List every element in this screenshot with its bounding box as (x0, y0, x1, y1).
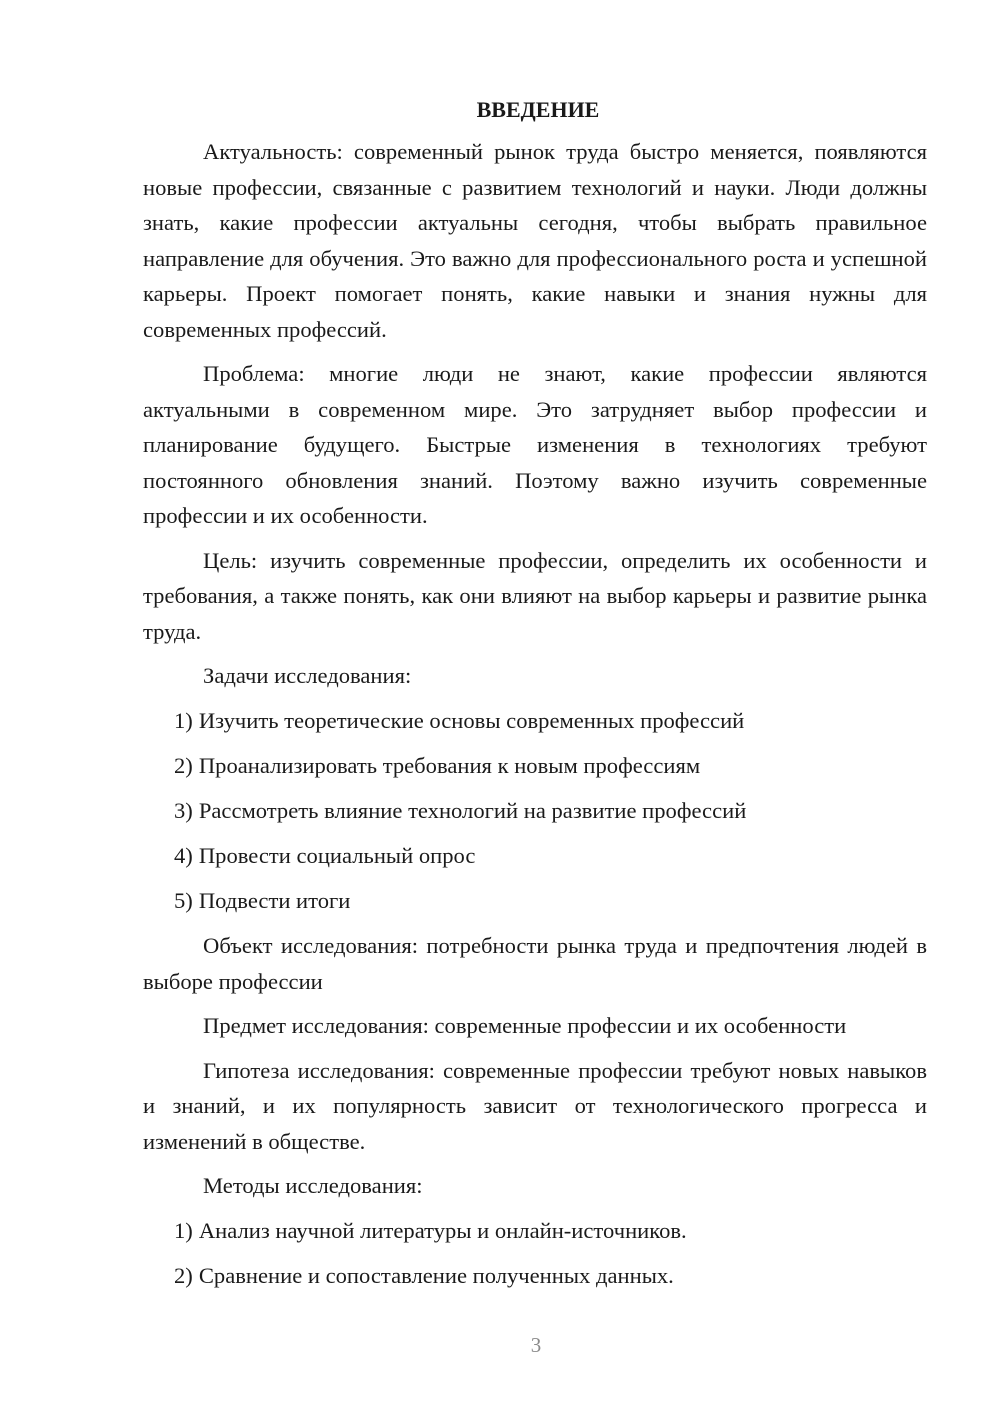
list-item (143, 1213, 927, 1249)
paragraph-relevance: Актуальность: современный рынок труда быстро меняется, появляются новые профессии, связанные с развитием технологий и науки. Люди должны знать, какие профессии актуальны сегодня, чтобы выбрать правильное направление для обучения. Это важно для профессионального роста и успешной карьеры. Проект помогает понять, какие навыки и знания нужны для современных профессий. (143, 139, 927, 342)
list-item-number: 4) (174, 843, 193, 869)
list-item-text: Сравнение и сопоставление полученных данных. (198, 1263, 674, 1289)
list-item-number: 2) (174, 752, 193, 778)
list-item-number: 1) (174, 707, 193, 733)
list-item (143, 1258, 927, 1294)
paragraph-object: Объект исследования: потребности рынка труда и предпочтения людей в выборе профессии (143, 933, 927, 994)
list-item-number: 5) (174, 888, 193, 914)
list-item-number: 2) (174, 1263, 193, 1289)
list-item (143, 838, 927, 874)
page-title: ВВЕДЕНИЕ (476, 97, 600, 122)
methods-heading: Методы исследования: (203, 1173, 423, 1199)
list-item-number: 1) (174, 1217, 193, 1243)
document-page (143, 96, 927, 1303)
list-item-text: Изучить теоретические основы современных профессий (198, 707, 745, 733)
methods-list (143, 1213, 927, 1294)
list-item (143, 703, 927, 739)
list-item-text: Рассмотреть влияние технологий на развитие профессий (198, 797, 747, 823)
paragraph-problem: Проблема: многие люди не знают, какие профессии являются актуальными в современном мире. Это затрудняет выбор профессии и планирование будущего. Быстрые изменения в технологиях требуют постоянного обновления знаний. Поэтому важно изучить современные профессии и их особенности. (143, 361, 927, 528)
list-item (143, 883, 927, 919)
paragraph-goal: Цель: изучить современные профессии, определить их особенности и требования, а также понять, как они влияют на выбор карьеры и развитие рынка труда. (143, 547, 927, 644)
tasks-heading: Задачи исследования: (203, 663, 412, 688)
paragraph-subject: Предмет исследования: современные профессии и их особенности (203, 1013, 847, 1039)
list-item-number: 3) (174, 797, 193, 823)
page-number: 3 (530, 1333, 542, 1357)
list-item-text: Провести социальный опрос (198, 843, 476, 869)
list-item-text: Анализ научной литературы и онлайн-источников. (198, 1217, 687, 1243)
list-item-text: Подвести итоги (198, 888, 351, 914)
list-item (143, 748, 927, 784)
paragraph-hypothesis: Гипотеза исследования: современные профессии требуют новых навыков и знаний, и их популярность зависит от технологического прогресса и изменений в обществе. (143, 1057, 927, 1154)
tasks-list (143, 703, 927, 919)
list-item (143, 793, 927, 829)
list-item-text: Проанализировать требования к новым профессиям (198, 752, 701, 778)
